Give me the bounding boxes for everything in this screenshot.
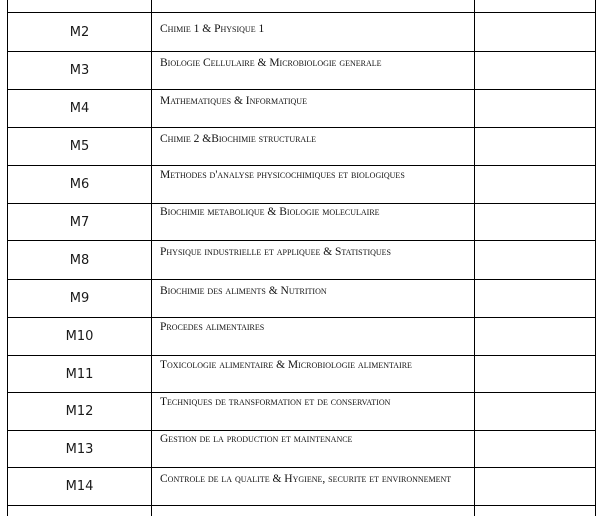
empty-cell — [475, 241, 596, 280]
module-title: Methodes d'analyse physicochimiques et biologiques — [152, 166, 475, 204]
table-row — [8, 52, 596, 90]
module-code: M6 — [8, 166, 152, 204]
empty-cell — [475, 0, 596, 13]
empty-cell — [475, 506, 596, 516]
modules-table — [7, 0, 596, 516]
module-title: Controle de la qualite & Hygiene, securite et environnement — [152, 468, 475, 506]
table-row — [8, 506, 596, 516]
module-title: Mathematiques & Informatique — [152, 90, 475, 128]
module-code: M7 — [8, 204, 152, 241]
table-row — [8, 13, 596, 52]
empty-cell — [475, 128, 596, 166]
table-row — [8, 393, 596, 431]
module-code: M3 — [8, 52, 152, 90]
table-row — [8, 166, 596, 204]
table-row — [8, 90, 596, 128]
empty-cell — [475, 13, 596, 52]
table-row — [8, 204, 596, 241]
module-code: M13 — [8, 431, 152, 468]
empty-cell — [475, 431, 596, 468]
empty-cell — [475, 166, 596, 204]
module-code: M4 — [8, 90, 152, 128]
empty-cell — [475, 204, 596, 241]
module-title — [152, 506, 475, 516]
module-code — [8, 0, 152, 13]
empty-cell — [475, 318, 596, 356]
module-code: M2 — [8, 13, 152, 52]
module-title: Procedes alimentaires — [152, 318, 475, 356]
module-title: Biologie Cellulaire & Microbiologie generale — [152, 52, 475, 90]
module-code: M10 — [8, 318, 152, 356]
module-title: Physique industrielle et appliquee & Statistiques — [152, 241, 475, 280]
module-code: M14 — [8, 468, 152, 506]
module-title: Chimie 1 & Physique 1 — [152, 13, 475, 52]
table-row — [8, 280, 596, 318]
table-row — [8, 468, 596, 506]
module-code: M5 — [8, 128, 152, 166]
module-code — [8, 506, 152, 516]
empty-cell — [475, 52, 596, 90]
module-title: Toxicologie alimentaire & Microbiologie alimentaire — [152, 356, 475, 393]
module-code: M9 — [8, 280, 152, 318]
table-row — [8, 128, 596, 166]
module-title: Biochimie des aliments & Nutrition — [152, 280, 475, 318]
module-code: M12 — [8, 393, 152, 431]
empty-cell — [475, 468, 596, 506]
module-title: Gestion de la production et maintenance — [152, 431, 475, 468]
table-row — [8, 0, 596, 13]
module-title — [152, 0, 475, 13]
table-row — [8, 241, 596, 280]
module-title: Techniques de transformation et de conservation — [152, 393, 475, 431]
table-row — [8, 356, 596, 393]
table-row — [8, 431, 596, 468]
table-row — [8, 318, 596, 356]
empty-cell — [475, 280, 596, 318]
empty-cell — [475, 90, 596, 128]
empty-cell — [475, 356, 596, 393]
module-code: M8 — [8, 241, 152, 280]
empty-cell — [475, 393, 596, 431]
module-code: M11 — [8, 356, 152, 393]
module-title: Chimie 2 &Biochimie structurale — [152, 128, 475, 166]
module-title: Biochimie metabolique & Biologie moleculaire — [152, 204, 475, 241]
